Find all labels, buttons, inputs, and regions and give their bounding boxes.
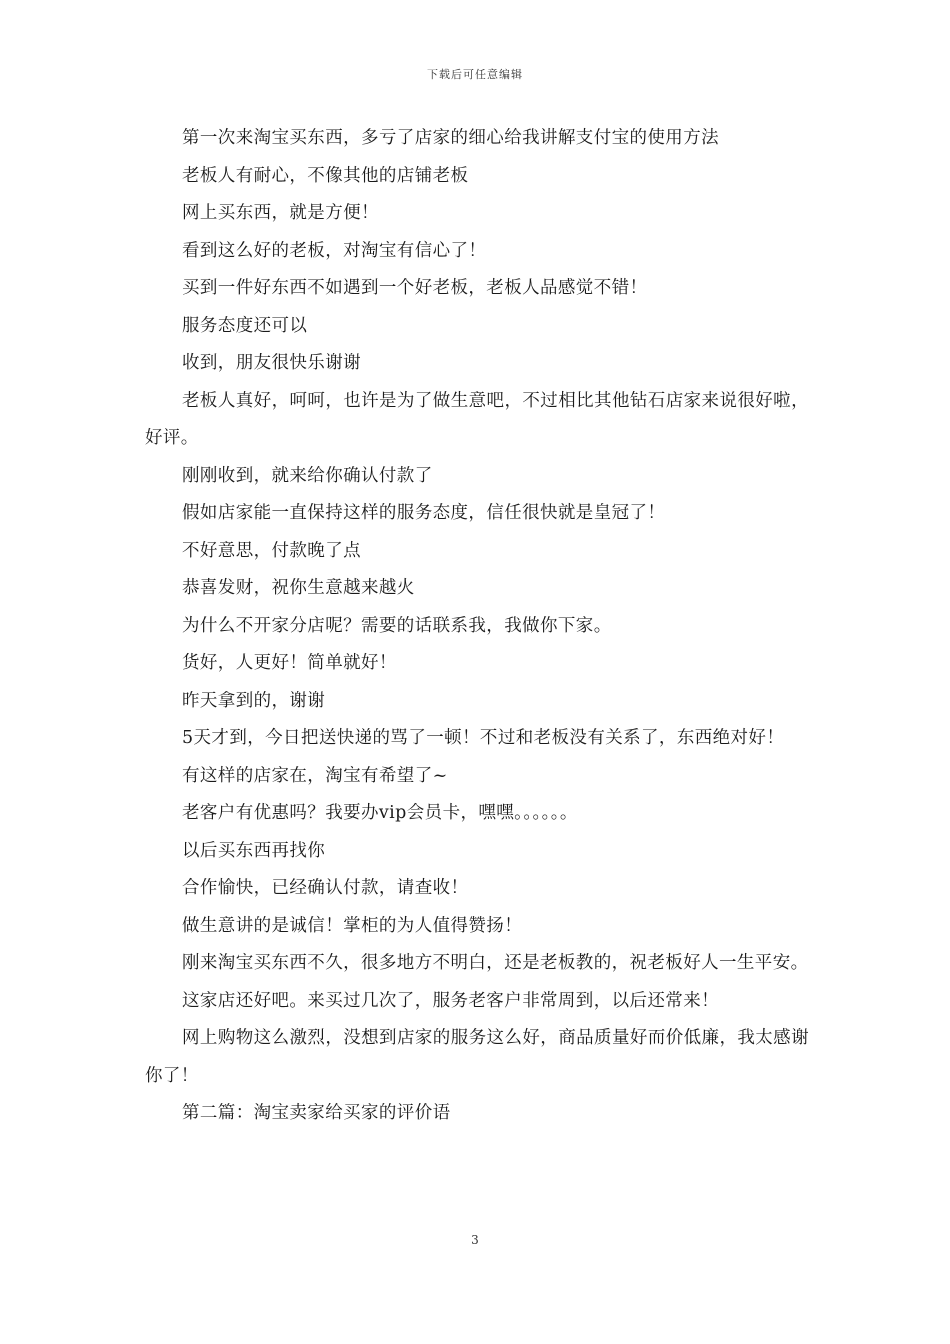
body-paragraph: 网上买东西，就是方便！	[182, 203, 379, 223]
body-paragraph: 买到一件好东西不如遇到一个好老板，老板人品感觉不错！	[182, 278, 648, 298]
body-paragraph: 网上购物这么激烈，没想到店家的服务这么好，商品质量好而价低廉，我太感谢你了！	[145, 1028, 809, 1086]
body-paragraph: 看到这么好的老板，对淘宝有信心了！	[182, 240, 487, 261]
document-body	[145, 120, 809, 1133]
body-paragraph: 有这样的店家在，淘宝有希望了~	[182, 765, 448, 786]
body-paragraph: 货好，人更好！简单就好！	[182, 653, 397, 673]
body-paragraph: 刚刚收到，就来给你确认付款了	[182, 465, 433, 486]
body-paragraph: 恭喜发财，祝你生意越来越火	[182, 578, 415, 598]
body-paragraph: 老板人有耐心，不像其他的店铺老板	[182, 165, 469, 186]
body-paragraph: 假如店家能一直保持这样的服务态度，信任很快就是皇冠了！	[182, 503, 666, 523]
body-paragraph: 合作愉快，已经确认付款，请查收！	[182, 878, 469, 898]
body-paragraph: 为什么不开家分店呢？需要的话联系我，我做你下家。	[182, 615, 612, 636]
body-paragraph: 以后买东西再找你	[182, 840, 326, 861]
page-header: 下载后可任意编辑	[427, 68, 523, 81]
page-number: 3	[471, 1233, 479, 1247]
body-paragraph: 第二篇：淘宝卖家给买家的评价语	[182, 1103, 451, 1123]
body-paragraph: 老客户有优惠吗？我要办vip会员卡，嘿嘿。。。。。。	[182, 803, 578, 823]
body-paragraph: 不好意思，付款晚了点	[182, 540, 361, 561]
body-paragraph: 昨天拿到的，谢谢	[182, 690, 326, 711]
body-paragraph: 刚来淘宝买东西不久，很多地方不明白，还是老板教的，祝老板好人一生平安。	[182, 953, 809, 973]
body-paragraph: 5天才到，今日把送快递的骂了一顿！不过和老板没有关系了，东西绝对好！	[182, 728, 785, 748]
body-paragraph: 老板人真好，呵呵，也许是为了做生意吧，不过相比其他钻石店家来说很好啦，好评。	[145, 390, 809, 448]
body-paragraph: 做生意讲的是诚信！掌柜的为人值得赞扬！	[182, 915, 523, 936]
body-paragraph: 这家店还好吧。来买过几次了，服务老客户非常周到，以后还常来！	[182, 990, 719, 1011]
body-paragraph: 服务态度还可以	[182, 315, 308, 336]
body-paragraph: 收到，朋友很快乐谢谢	[182, 353, 361, 373]
body-paragraph: 第一次来淘宝买东西，多亏了店家的细心给我讲解支付宝的使用方法	[182, 128, 719, 148]
